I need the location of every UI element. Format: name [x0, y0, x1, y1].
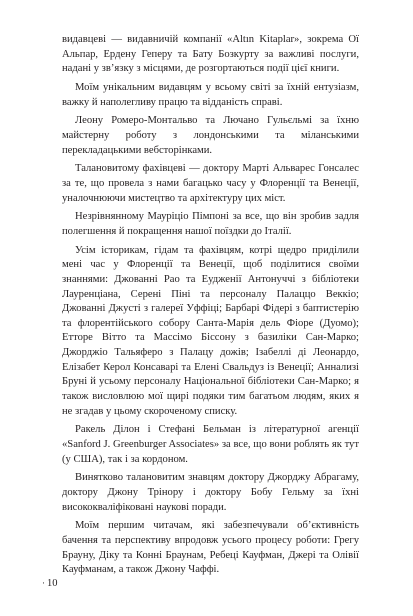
paragraph: Моїм унікальним видавцям у всьому світі за їхній ентузіазм, важку й наполегливу працю та відданість справі. [62, 81, 359, 108]
page-number: 10 [47, 578, 58, 589]
paragraph: Незрівнянному Мауріціо Пімпоні за все, що він зробив задля полегшення й покращення нашої поїздки до Італії. [62, 211, 359, 237]
paragraph: Леону Ромеро-Монтальво та Лючано Гульєльмі за їхню майстерну роботу з лондонськими та міланськими перекладацькими вебсторінками. [62, 115, 359, 156]
acknowledgements-text [62, 33, 359, 582]
bullet-dot-icon: · [42, 578, 45, 588]
paragraph: Моїм першим читачам, які забезпечували об’єктивність бачення та перспективу впродовж усього процесу роботи: Грегу Брауну, Діку та Конні Браунам, Ребеці Кауфман, Джері та Олівії Кауфманам, а також Джону Чаффі. [62, 520, 359, 576]
paragraph: Ракель Ділон і Стефані Бельман із літературної агенції «Sanford J. Greenburger Associates» за все, що вони роблять як тут (у США), так і за кордоном. [62, 424, 359, 465]
paragraph: Усім історикам, гідам та фахівцям, котрі щедро приділили мені час у Флоренції та Венеції, щоб поділитися своїми знаннями: Джованні Рао та Еудженії Антонуччі з бібліотеки Лауренціана, Серені Піні та персоналу Палаццо Веккіо; Джованні Джусті з галереї Уффіці; Барбарі Фідері з баптистерію та флорентійського собору Санта-Марія дель Фіоре (Дуомо); Етторе Вітто та Массімо Біссону з базиліки Сан-Марко; Джорджіо Тальяферо з Палацу дожів; Ізабеллі ді Леонардо, Елізабет Керол Консаварі та Елені Свальдуз із Венеції; Аннализі Бруні й усьому персоналу Національної бібліотеки Сан-Марко; я також висловлюю мої щирі подяки тим багатьом людям, яких я не згадав у цьому скороченому списку. [62, 244, 359, 417]
paragraph: видавцеві — видавничій компанії «Altın Kitaplar», зокрема Ої Альпар, Ердену Геперу та Бату Бозкурту за важливі послуги, надані у зв’язку з місцями, де розгортаються події цієї книги. [62, 34, 359, 75]
paragraph: Талановитому фахівцеві — доктору Марті Альварес Гонсалес за те, що провела з нами багацько часу у Флоренції та Венеції, уналочнюючи мистецтво та архітектуру цих міст. [62, 163, 359, 204]
paragraph: Винятково талановитим знавцям доктору Джорджу Абрагаму, доктору Джону Трінору і доктору Бобу Гельму за їхні висококваліфіковані наукові поради. [62, 472, 359, 513]
page-footer [42, 578, 58, 589]
